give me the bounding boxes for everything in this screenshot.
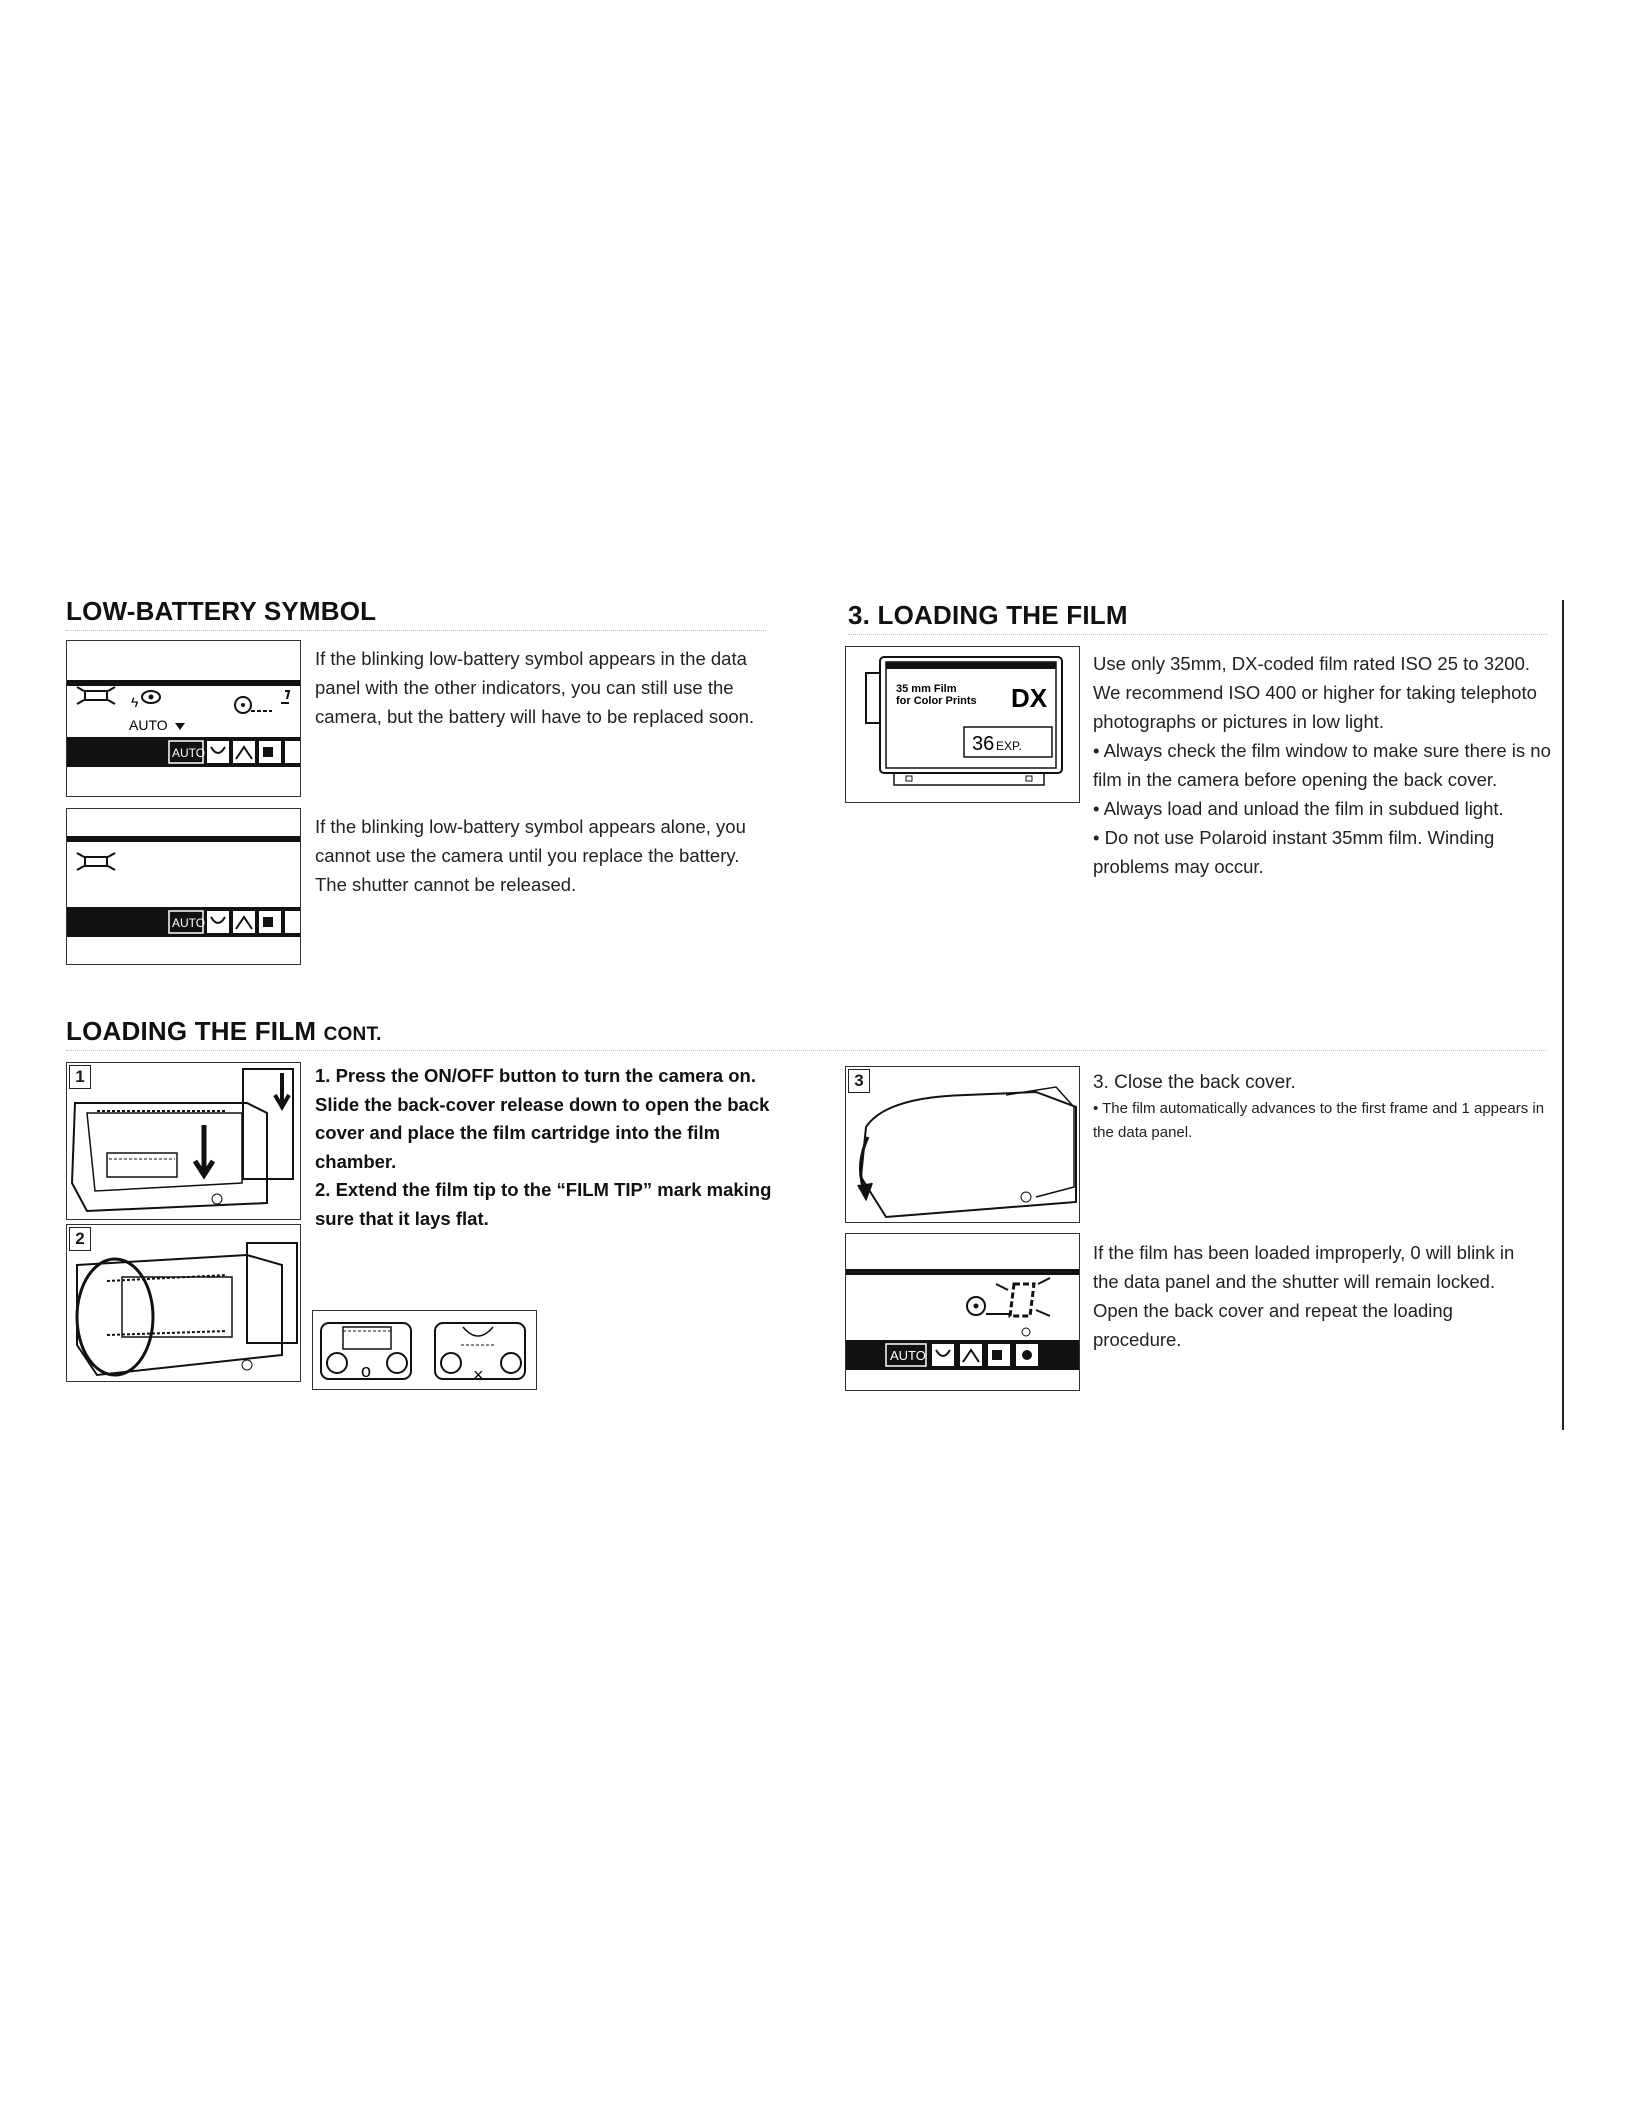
heading-rule (66, 630, 766, 631)
film-tip-detail-figure (312, 1310, 537, 1390)
red-eye-icon (142, 691, 160, 703)
figure-1-number: 1 (69, 1065, 91, 1089)
dx-logo: DX (1011, 683, 1048, 713)
auto-label: AUTO (129, 717, 168, 733)
heading-rule (66, 1050, 1546, 1051)
loading-film-para-3: • Do not use Polaroid instant 35mm film. Winding problems may occur. (1093, 827, 1495, 877)
figure-3-close-back (845, 1066, 1080, 1223)
battery-icon (77, 853, 115, 870)
step-3-block (1093, 1068, 1553, 1145)
loading-cont-heading (66, 1016, 382, 1047)
lcd-panel-zero-illustration (846, 1234, 1080, 1391)
film-tip-position-illustration (313, 1311, 537, 1390)
loading-film-para-1: • Always check the film window to make sure there is no film in the camera before opening the back cover. (1093, 740, 1551, 790)
loading-cont-heading-small: CONT. (323, 1024, 382, 1045)
film-label-line2: for Color Prints (896, 695, 977, 707)
low-battery-para2: If the blinking low-battery symbol appears alone, you cannot use the camera until you replace the battery. The shutter cannot be released. (315, 816, 746, 895)
low-battery-heading: LOW-BATTERY SYMBOL (66, 596, 377, 626)
film-label-line1: 35 mm Film (896, 683, 957, 695)
svg-text:AUTO: AUTO (890, 1348, 926, 1363)
loading-film-heading: 3. LOADING THE FILM (848, 600, 1128, 630)
loading-cont-heading-main: LOADING THE FILM (66, 1016, 317, 1046)
loading-film-para-2: • Always load and unload the film in subdued light. (1093, 798, 1504, 819)
incorrect-mark: × (473, 1365, 484, 1385)
camera-open-back-illustration (67, 1063, 301, 1220)
camera-film-tip-illustration (67, 1225, 301, 1382)
data-panel-zero-figure (845, 1233, 1080, 1391)
low-battery-alone-figure (66, 808, 301, 965)
svg-text:ϟ: ϟ (131, 694, 139, 710)
figure-2-film-tip (66, 1224, 301, 1382)
exp-number: 36 (972, 733, 995, 755)
figure-2-number: 2 (69, 1227, 91, 1251)
heading-rule (848, 634, 1548, 635)
exp-unit: EXP. (996, 739, 1022, 753)
step-3-note: • The film automatically advances to the first frame and 1 appears in the data panel. (1093, 1100, 1545, 1141)
page-edge-line (1562, 600, 1564, 1430)
low-battery-panel-figure (66, 640, 301, 797)
svg-text:AUTO: AUTO (172, 916, 206, 930)
film-cartridge-icon (967, 1297, 1011, 1315)
film-cartridge-illustration (846, 647, 1080, 803)
improper-loading-text: If the film has been loaded improperly, 0 will blink in the data panel and the shutter will remain locked. Open the back cover and repeat the loading procedure. (1093, 1242, 1515, 1350)
correct-mark: o (361, 1361, 372, 1381)
lcd-panel-alone-illustration (67, 809, 301, 965)
loading-steps-1-2 (315, 1062, 775, 1233)
loading-film-text (1093, 649, 1553, 881)
step-3-title: 3. Close the back cover. (1093, 1072, 1296, 1093)
svg-text:AUTO: AUTO (172, 746, 206, 760)
step-2-text: 2. Extend the film tip to the “FILM TIP” mark making sure that it lays flat. (315, 1179, 772, 1229)
loading-film-para-0: Use only 35mm, DX-coded film rated ISO 25 to 3200. We recommend ISO 400 or higher for taking telephoto photographs or pictures in low light. (1093, 653, 1537, 732)
film-cartridge-figure (845, 646, 1080, 803)
low-battery-para1: If the blinking low-battery symbol appears in the data panel with the other indicators, you can still use the camera, but the battery will have to be replaced soon. (315, 648, 755, 727)
lcd-panel-illustration (67, 641, 301, 797)
figure-3-number: 3 (848, 1069, 870, 1093)
battery-icon (77, 687, 115, 704)
camera-close-back-illustration (846, 1067, 1080, 1223)
film-cartridge-icon (235, 697, 272, 713)
step-1-text: 1. Press the ON/OFF button to turn the camera on. Slide the back-cover release down to open the back cover and place the film cartridge into the film chamber. (315, 1065, 770, 1172)
figure-1-open-back (66, 1062, 301, 1220)
